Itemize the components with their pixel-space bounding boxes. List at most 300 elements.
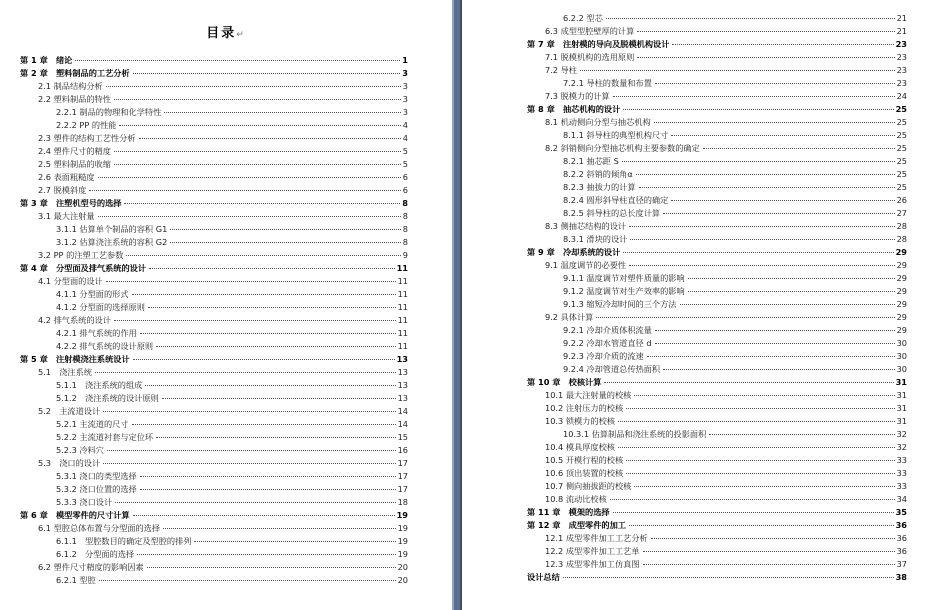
toc-entry[interactable]: [20, 119, 408, 132]
toc-entry-text: 第 2 章 塑料制品的工艺分析: [20, 68, 130, 78]
toc-entry[interactable]: [20, 522, 408, 535]
toc-entry[interactable]: [527, 389, 907, 402]
toc-entry[interactable]: [20, 574, 408, 587]
toc-leader-dots: [643, 564, 895, 565]
toc-leader-dots: [639, 187, 895, 188]
toc-entry[interactable]: [20, 197, 408, 210]
toc-entry[interactable]: [527, 519, 907, 532]
toc-entry-text: 8.2.2 斜销的倾角α: [563, 169, 633, 179]
toc-leader-dots: [613, 512, 894, 513]
toc-entry-page: 33: [896, 455, 907, 465]
toc-entry-page: 11: [397, 315, 408, 325]
toc-entry[interactable]: [527, 545, 907, 558]
toc-entry[interactable]: [527, 415, 907, 428]
toc-leader-dots: [629, 265, 894, 266]
toc-entry[interactable]: [20, 496, 408, 509]
toc-entry-page: 8: [402, 224, 408, 234]
toc-leader-dots: [622, 161, 895, 162]
toc-leader-dots: [630, 239, 894, 240]
toc-entry-text: 2.2 塑料制品的特性: [38, 94, 111, 104]
toc-entry-page: 19: [397, 523, 408, 533]
toc-entry-text: 2.7 脱模斜度: [38, 185, 87, 195]
toc-leader-dots: [623, 252, 893, 253]
toc-entry-text: 8.1.1 斜导柱的典型机构尺寸: [563, 130, 669, 140]
toc-entry[interactable]: [527, 480, 907, 493]
toc-entry-page: 3: [402, 94, 408, 104]
toc-leader-dots: [114, 164, 401, 165]
toc-entry[interactable]: [527, 116, 907, 129]
toc-entry[interactable]: [20, 158, 408, 171]
toc-entry[interactable]: [527, 467, 907, 480]
toc-entry[interactable]: [527, 350, 907, 363]
toc-leader-dots: [671, 135, 894, 136]
toc-entry-page: 35: [895, 507, 907, 517]
toc-leader-dots: [580, 70, 895, 71]
toc-entry[interactable]: [527, 571, 907, 584]
toc-entry[interactable]: [20, 353, 408, 366]
toc-entry-page: 29: [896, 325, 907, 335]
toc-entry-page: 3: [402, 81, 408, 91]
toc-entry-page: 8: [402, 237, 408, 247]
toc-leader-dots: [629, 226, 894, 227]
toc-entry[interactable]: [527, 25, 907, 38]
toc-entry-page: 27: [896, 208, 907, 218]
toc-entry-text: 5.3.1 浇口的类型选择: [56, 471, 137, 481]
toc-entry-page: 11: [397, 341, 408, 351]
toc-leader-dots: [637, 57, 894, 58]
toc-entry-page: 17: [397, 484, 408, 494]
toc-leader-dots: [114, 99, 401, 100]
toc-entry-text: 10.8 流动比校核: [545, 494, 607, 504]
toc-leader-dots: [170, 242, 401, 243]
toc-entry-text: 8.2 斜销侧向分型抽芯机构主要参数的确定: [545, 143, 700, 153]
toc-entry-page: 29: [896, 273, 907, 283]
toc-entry-text: 2.6 表面粗糙度: [38, 172, 95, 182]
toc-entry-page: 26: [896, 195, 907, 205]
toc-entry[interactable]: [20, 210, 408, 223]
toc-leader-dots: [133, 515, 395, 516]
toc-leader-dots: [156, 437, 395, 438]
toc-entry-text: 10.2 注射压力的校核: [545, 403, 624, 413]
toc-entry-page: 11: [397, 276, 408, 286]
toc-entry-text: 4.1 分型面的设计: [38, 276, 103, 286]
toc-leader-dots: [637, 31, 894, 32]
toc-entry-text: 8.2.4 圆形斜导柱直径的确定: [563, 195, 669, 205]
toc-leader-dots: [655, 330, 895, 331]
toc-leader-dots: [629, 525, 894, 526]
toc-entry-text: 8.3 侧抽芯结构的设计: [545, 221, 627, 231]
toc-entry-page: 29: [896, 260, 907, 270]
toc-entry-text: 4.2 排气系统的设计: [38, 315, 111, 325]
toc-entry[interactable]: [527, 207, 907, 220]
toc-leader-dots: [636, 174, 895, 175]
toc-leader-dots: [119, 125, 400, 126]
toc-leader-dots: [149, 268, 395, 269]
toc-entry-text: 3.1 最大注射量: [38, 211, 95, 221]
toc-entry[interactable]: [20, 223, 408, 236]
toc-entry[interactable]: [527, 77, 907, 90]
toc-entry[interactable]: [527, 441, 907, 454]
toc-entry-text: 8.3.1 滑块的设计: [563, 234, 628, 244]
toc-entry[interactable]: [20, 67, 408, 80]
toc-leader-dots: [623, 109, 893, 110]
toc-title: [0, 22, 452, 41]
toc-entry[interactable]: [20, 444, 408, 457]
toc-leader-dots: [139, 138, 401, 139]
toc-entry[interactable]: [527, 402, 907, 415]
toc-leader-dots: [163, 528, 396, 529]
toc-entry[interactable]: [527, 376, 907, 389]
toc-entry-text: 10.4 模具厚度校核: [545, 442, 615, 452]
toc-leader-dots: [671, 200, 894, 201]
toc-leader-dots: [115, 502, 395, 503]
toc-entry[interactable]: [527, 454, 907, 467]
toc-leader-dots: [106, 281, 396, 282]
toc-entry-text: 10.3 锁模力的校核: [545, 416, 615, 426]
toc-entry-text: 第 10 章 校核计算: [527, 377, 602, 387]
toc-leader-dots: [95, 372, 396, 373]
toc-entry[interactable]: [527, 51, 907, 64]
toc-entry[interactable]: [20, 132, 408, 145]
toc-entry-text: 7.3 脱模力的计算: [545, 91, 610, 101]
toc-entry-text: 5.1.2 浇注系统的设计原则: [56, 393, 159, 403]
toc-entry[interactable]: [20, 236, 408, 249]
toc-entry[interactable]: [20, 535, 408, 548]
toc-entry-page: 4: [402, 120, 408, 130]
toc-entry-page: 11: [397, 289, 408, 299]
toc-entry-page: 11: [397, 328, 408, 338]
toc-entry[interactable]: [20, 405, 408, 418]
toc-entry[interactable]: [20, 470, 408, 483]
toc-entry[interactable]: [20, 93, 408, 106]
toc-leader-dots: [626, 460, 894, 461]
toc-entry[interactable]: [527, 155, 907, 168]
toc-leader-dots: [672, 44, 893, 45]
toc-entry[interactable]: [20, 327, 408, 340]
toc-entry-page: 31: [895, 377, 907, 387]
toc-entry[interactable]: [20, 561, 408, 574]
toc-entry[interactable]: [20, 275, 408, 288]
toc-entry-text: 5.2.1 主流道的尺寸: [56, 419, 129, 429]
toc-leader-dots: [124, 203, 400, 204]
toc-leader-dots: [634, 395, 894, 396]
toc-entry-page: 36: [895, 520, 907, 530]
toc-leader-dots: [688, 278, 895, 279]
toc-entry[interactable]: [527, 168, 907, 181]
toc-leader-dots: [147, 567, 396, 568]
toc-entry-page: 34: [896, 494, 907, 504]
page-gap: [452, 0, 462, 610]
toc-entry-text: 3.1.1 估算单个制品的容积 G1: [56, 224, 168, 234]
toc-entry-text: 9.2.4 冷却管道总传热面积: [563, 364, 661, 374]
toc-entry[interactable]: [20, 184, 408, 197]
toc-entry-page: 20: [397, 562, 408, 572]
toc-entry-text: 9.1.1 温度调节对塑件质量的影响: [563, 273, 685, 283]
toc-entry-text: 10.3.1 估算制品和浇注系统的投影面积: [563, 429, 707, 439]
paragraph-mark-icon: ↵: [236, 30, 246, 40]
toc-entry-text: 第 6 章 模型零件的尺寸计算: [20, 510, 130, 520]
toc-entry-text: 7.1 脱模机构的选用原则: [545, 52, 635, 62]
toc-entry-page: 37: [896, 559, 907, 569]
toc-leader-dots: [655, 343, 895, 344]
toc-leader-dots: [145, 385, 395, 386]
toc-entry-page: 28: [896, 221, 907, 231]
toc-entry-page: 31: [896, 403, 907, 413]
toc-entry[interactable]: [527, 558, 907, 571]
toc-leader-dots: [114, 320, 396, 321]
toc-list-left: [20, 54, 408, 587]
toc-entry-page: 9: [402, 250, 408, 260]
toc-entry-page: 17: [397, 471, 408, 481]
toc-entry[interactable]: [527, 337, 907, 350]
toc-entry-page: 8: [402, 198, 408, 208]
toc-entry-page: 33: [896, 468, 907, 478]
toc-entry-page: 19: [397, 536, 408, 546]
toc-leader-dots: [106, 86, 401, 87]
toc-entry[interactable]: [20, 145, 408, 158]
toc-leader-dots: [651, 538, 895, 539]
toc-entry[interactable]: [20, 431, 408, 444]
page-edge-left: [452, 0, 454, 610]
toc-entry[interactable]: [20, 301, 408, 314]
toc-entry[interactable]: [527, 298, 907, 311]
toc-entry-page: 8: [402, 211, 408, 221]
toc-entry-page: 29: [896, 312, 907, 322]
toc-entry-text: 4.2.1 排气系统的作用: [56, 328, 137, 338]
toc-entry[interactable]: [20, 509, 408, 522]
toc-entry-text: 2.5 塑料制品的收缩: [38, 159, 111, 169]
toc-entry[interactable]: [527, 285, 907, 298]
toc-leader-dots: [703, 148, 895, 149]
toc-entry-text: 第 12 章 成型零件的加工: [527, 520, 626, 530]
toc-entry-text: 12.3 成型零件加工仿真图: [545, 559, 640, 569]
toc-entry-page: 18: [397, 497, 408, 507]
toc-entry-text: 9.2.3 冷却介质的流速: [563, 351, 644, 361]
toc-entry-page: 28: [896, 234, 907, 244]
toc-entry-text: 9.1.2 温度调节对生产效率的影响: [563, 286, 685, 296]
toc-leader-dots: [103, 411, 395, 412]
toc-entry[interactable]: [527, 363, 907, 376]
toc-entry-text: 2.3 塑件的结构工艺性分析: [38, 133, 136, 143]
toc-leader-dots: [98, 216, 401, 217]
toc-entry-page: 11: [396, 263, 408, 273]
toc-entry-text: 2.2.1 制品的物理和化学特性: [56, 107, 162, 117]
toc-entry-text: 9.1 温度调节的必要性: [545, 260, 627, 270]
toc-leader-dots: [613, 96, 895, 97]
toc-entry[interactable]: [20, 171, 408, 184]
toc-entry[interactable]: [20, 249, 408, 262]
toc-leader-dots: [688, 291, 895, 292]
toc-entry-text: 8.2.1 抽芯距 S: [563, 156, 619, 166]
toc-leader-dots: [709, 434, 894, 435]
toc-leader-dots: [680, 304, 895, 305]
toc-entry-page: 23: [896, 78, 907, 88]
toc-leader-dots: [563, 577, 894, 578]
toc-entry-text: 6.1.1 型腔数目的确定及型腔的排列: [56, 536, 192, 546]
toc-leader-dots: [596, 317, 894, 318]
toc-entry-text: 6.2.1 型腔: [56, 575, 96, 585]
toc-entry[interactable]: [20, 457, 408, 470]
toc-entry-page: 23: [896, 52, 907, 62]
toc-entry-page: 21: [896, 26, 907, 36]
toc-entry[interactable]: [527, 64, 907, 77]
toc-entry[interactable]: [527, 233, 907, 246]
toc-leader-dots: [126, 255, 400, 256]
toc-entry[interactable]: [20, 262, 408, 275]
toc-entry[interactable]: [527, 493, 907, 506]
toc-entry-page: 25: [896, 130, 907, 140]
toc-entry[interactable]: [20, 288, 408, 301]
toc-entry[interactable]: [527, 311, 907, 324]
toc-leader-dots: [606, 18, 895, 19]
toc-entry[interactable]: [20, 106, 408, 119]
toc-entry-text: 设计总结: [527, 572, 560, 582]
toc-leader-dots: [137, 554, 395, 555]
toc-entry[interactable]: [20, 54, 408, 67]
toc-entry[interactable]: [527, 194, 907, 207]
toc-entry-page: 32: [896, 429, 907, 439]
toc-leader-dots: [626, 408, 894, 409]
toc-entry[interactable]: [20, 392, 408, 405]
toc-entry-text: 9.2.1 冷却介质体积流量: [563, 325, 652, 335]
toc-entry[interactable]: [527, 129, 907, 142]
toc-leader-dots: [170, 229, 401, 230]
toc-entry-page: 1: [402, 55, 408, 65]
toc-entry-page: 31: [896, 416, 907, 426]
toc-leader-dots: [654, 122, 895, 123]
toc-entry-page: 11: [397, 302, 408, 312]
toc-entry-page: 30: [896, 338, 907, 348]
toc-leader-dots: [604, 382, 893, 383]
toc-entry-page: 29: [896, 286, 907, 296]
toc-entry-text: 10.6 顶出装置的校核: [545, 468, 624, 478]
toc-entry-page: 24: [896, 91, 907, 101]
toc-leader-dots: [133, 359, 395, 360]
document-page-left: [0, 0, 452, 610]
toc-entry-text: 5.3 浇口的设计: [38, 458, 101, 468]
toc-entry-text: 5.1.1 浇注系统的组成: [56, 380, 143, 390]
toc-entry-page: 14: [397, 406, 408, 416]
toc-leader-dots: [663, 213, 894, 214]
toc-leader-dots: [140, 489, 396, 490]
toc-entry-text: 12.2 成型零件加工工艺单: [545, 546, 640, 556]
toc-entry[interactable]: [527, 220, 907, 233]
toc-entry-page: 19: [397, 549, 408, 559]
toc-entry-page: 25: [896, 169, 907, 179]
toc-entry[interactable]: [527, 38, 907, 51]
toc-entry[interactable]: [527, 324, 907, 337]
toc-entry-text: 第 9 章 冷却系统的设计: [527, 247, 621, 257]
toc-entry-page: 25: [896, 143, 907, 153]
toc-entry-page: 17: [397, 458, 408, 468]
toc-entry-text: 7.2 导柱: [545, 65, 577, 75]
toc-entry-page: 31: [896, 390, 907, 400]
toc-entry-text: 5.2.3 冷料穴: [56, 445, 104, 455]
toc-leader-dots: [655, 83, 895, 84]
toc-entry[interactable]: [20, 548, 408, 561]
toc-entry-page: 3: [402, 68, 408, 78]
toc-entry[interactable]: [527, 428, 907, 441]
toc-entry-text: 8.2.3 抽拔力的计算: [563, 182, 636, 192]
toc-leader-dots: [663, 369, 894, 370]
toc-entry[interactable]: [20, 379, 408, 392]
toc-entry-text: 第 11 章 模架的选择: [527, 507, 610, 517]
toc-entry[interactable]: [527, 181, 907, 194]
toc-entry[interactable]: [527, 142, 907, 155]
toc-entry-page: 36: [896, 533, 907, 543]
toc-entry-page: 14: [397, 419, 408, 429]
toc-leader-dots: [618, 447, 895, 448]
toc-entry-text: 6.3 成型型腔壁厚的计算: [545, 26, 635, 36]
toc-entry[interactable]: [20, 314, 408, 327]
toc-entry[interactable]: [527, 506, 907, 519]
toc-entry-page: 19: [396, 510, 408, 520]
toc-entry-page: 13: [397, 367, 408, 377]
toc-leader-dots: [194, 541, 395, 542]
toc-entry-page: 32: [896, 442, 907, 452]
toc-entry[interactable]: [20, 366, 408, 379]
toc-entry-page: 25: [896, 156, 907, 166]
toc-entry-text: 5.3.3 浇口设计: [56, 497, 113, 507]
toc-entry[interactable]: [20, 483, 408, 496]
toc-leader-dots: [98, 177, 401, 178]
toc-entry[interactable]: [527, 12, 907, 25]
toc-entry-text: 3.2 PP 的注塑工艺参数: [38, 250, 124, 260]
toc-entry[interactable]: [527, 272, 907, 285]
toc-entry-page: 36: [896, 546, 907, 556]
toc-entry[interactable]: [527, 103, 907, 116]
toc-leader-dots: [140, 476, 396, 477]
toc-entry-text: 8.2.5 斜导柱的总长度计算: [563, 208, 661, 218]
toc-entry-page: 6: [402, 185, 408, 195]
toc-leader-dots: [156, 346, 395, 347]
toc-entry-text: 第 8 章 抽芯机构的设计: [527, 104, 621, 114]
toc-leader-dots: [162, 398, 396, 399]
toc-entry-text: 5.3.2 浇口位置的选择: [56, 484, 137, 494]
toc-entry[interactable]: [527, 90, 907, 103]
toc-entry-text: 4.2.2 排气系统的设计原则: [56, 341, 154, 351]
toc-entry[interactable]: [527, 246, 907, 259]
toc-leader-dots: [75, 60, 400, 61]
toc-entry-text: 2.4 塑件尺寸的精度: [38, 146, 111, 156]
toc-entry-text: 8.1 机动侧向分型与抽芯机构: [545, 117, 651, 127]
toc-entry[interactable]: [527, 259, 907, 272]
toc-entry-page: 5: [402, 159, 408, 169]
toc-entry-page: 23: [896, 65, 907, 75]
toc-entry-page: 3: [402, 107, 408, 117]
toc-leader-dots: [148, 307, 396, 308]
toc-leader-dots: [114, 151, 401, 152]
toc-leader-dots: [634, 486, 894, 487]
toc-entry-page: 33: [896, 481, 907, 491]
toc-leader-dots: [164, 112, 400, 113]
toc-leader-dots: [647, 356, 895, 357]
toc-entry[interactable]: [20, 418, 408, 431]
toc-entry-page: 25: [896, 117, 907, 127]
toc-leader-dots: [132, 424, 396, 425]
toc-entry-text: 第 5 章 注射模浇注系统设计: [20, 354, 130, 364]
toc-entry[interactable]: [20, 340, 408, 353]
toc-entry-text: 第 3 章 注塑机型号的选择: [20, 198, 122, 208]
toc-entry-page: 30: [896, 351, 907, 361]
toc-entry[interactable]: [20, 80, 408, 93]
toc-entry[interactable]: [527, 532, 907, 545]
toc-leader-dots: [618, 421, 895, 422]
toc-entry-text: 2.2.2 PP 的性能: [56, 120, 117, 130]
toc-entry-page: 13: [396, 354, 408, 364]
toc-entry-page: 20: [397, 575, 408, 585]
toc-entry-text: 9.2 具体计算: [545, 312, 594, 322]
